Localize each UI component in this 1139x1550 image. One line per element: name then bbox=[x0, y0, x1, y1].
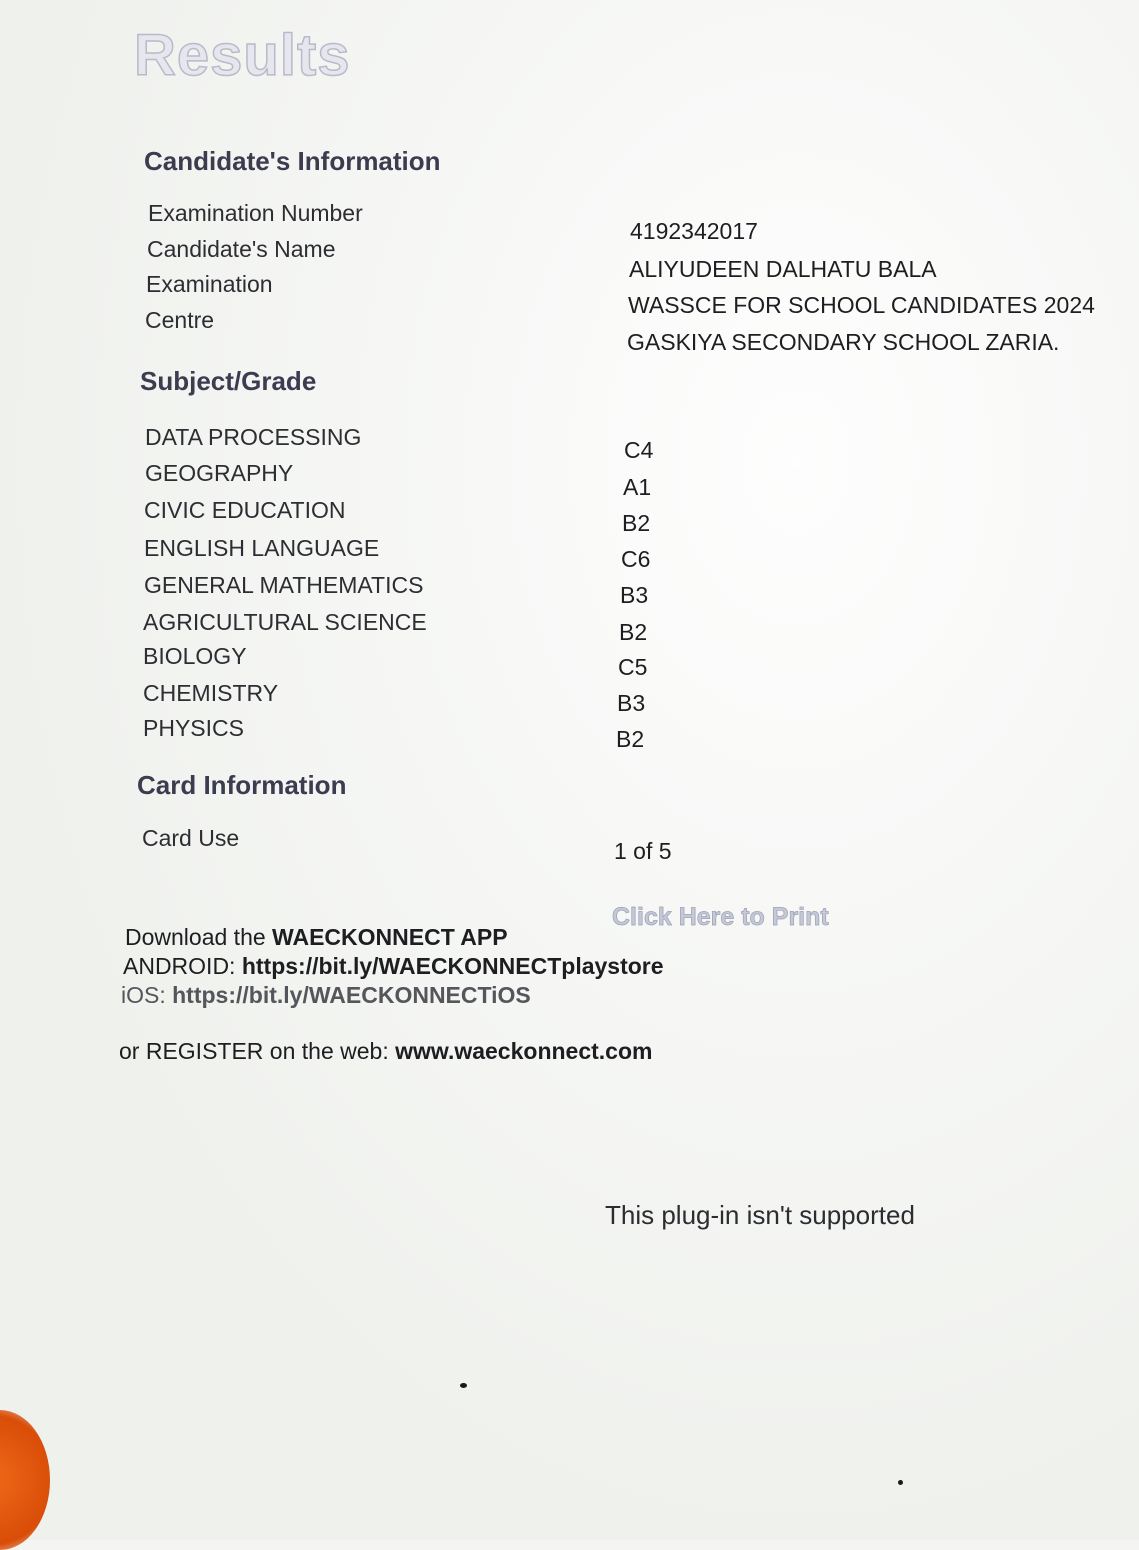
grade-agricultural-science: B2 bbox=[619, 619, 648, 645]
subject-data-processing: DATA PROCESSING bbox=[145, 424, 362, 450]
page-title: Results bbox=[134, 23, 351, 88]
subject-biology: BIOLOGY bbox=[143, 643, 247, 669]
grade-english-language: C6 bbox=[621, 546, 651, 572]
subject-geography: GEOGRAPHY bbox=[145, 460, 294, 486]
grade-chemistry: B3 bbox=[617, 690, 646, 716]
subject-chemistry: CHEMISTRY bbox=[143, 680, 279, 706]
grade-geography: A1 bbox=[623, 474, 652, 500]
centre-label: Centre bbox=[145, 307, 215, 333]
subject-physics: PHYSICS bbox=[143, 715, 244, 741]
grade-civic-education: B2 bbox=[622, 510, 651, 536]
download-app-name: WAECKONNECT APP bbox=[272, 924, 508, 950]
candidate-name-label: Candidate's Name bbox=[147, 236, 336, 262]
subject-agricultural-science: AGRICULTURAL SCIENCE bbox=[143, 609, 427, 635]
android-line bbox=[123, 953, 664, 980]
android-label: ANDROID: bbox=[123, 953, 242, 979]
card-use-value: 1 of 5 bbox=[614, 838, 672, 864]
register-line bbox=[119, 1038, 652, 1065]
exam-number-label: Examination Number bbox=[148, 200, 363, 226]
register-link[interactable]: www.waeckonnect.com bbox=[395, 1038, 653, 1064]
candidate-info-heading: Candidate's Information bbox=[144, 146, 441, 176]
subject-civic-education: CIVIC EDUCATION bbox=[144, 497, 346, 523]
grade-biology: C5 bbox=[618, 654, 648, 680]
ios-line bbox=[121, 982, 531, 1009]
subject-english-language: ENGLISH LANGUAGE bbox=[144, 535, 380, 561]
ios-link[interactable]: https://bit.ly/WAECKONNECTiOS bbox=[172, 982, 531, 1008]
register-prefix: or REGISTER on the web: bbox=[119, 1038, 396, 1064]
plugin-unsupported-message: This plug-in isn't supported bbox=[605, 1200, 915, 1230]
exam-number-value: 4192342017 bbox=[630, 218, 758, 244]
download-app-line bbox=[125, 924, 508, 951]
subject-grade-heading: Subject/Grade bbox=[140, 366, 317, 396]
paper-speck bbox=[460, 1383, 467, 1388]
ios-label: iOS: bbox=[121, 982, 173, 1008]
candidate-name-value: ALIYUDEEN DALHATU BALA bbox=[629, 256, 937, 282]
android-link[interactable]: https://bit.ly/WAECKONNECTplaystore bbox=[241, 953, 664, 979]
subject-general-mathematics: GENERAL MATHEMATICS bbox=[144, 572, 424, 598]
print-link[interactable]: Click Here to Print bbox=[612, 903, 829, 931]
paper-speck bbox=[898, 1480, 903, 1485]
grade-general-mathematics: B3 bbox=[620, 582, 649, 608]
examination-value: WASSCE FOR SCHOOL CANDIDATES 2024 bbox=[628, 292, 1095, 318]
centre-value: GASKIYA SECONDARY SCHOOL ZARIA. bbox=[627, 329, 1060, 355]
orange-object bbox=[0, 1410, 50, 1550]
examination-label: Examination bbox=[146, 271, 273, 297]
grade-physics: B2 bbox=[616, 726, 645, 752]
grade-data-processing: C4 bbox=[624, 437, 654, 463]
card-use-label: Card Use bbox=[142, 825, 240, 851]
download-app-prefix: Download the bbox=[125, 924, 273, 950]
card-info-heading: Card Information bbox=[137, 770, 347, 800]
